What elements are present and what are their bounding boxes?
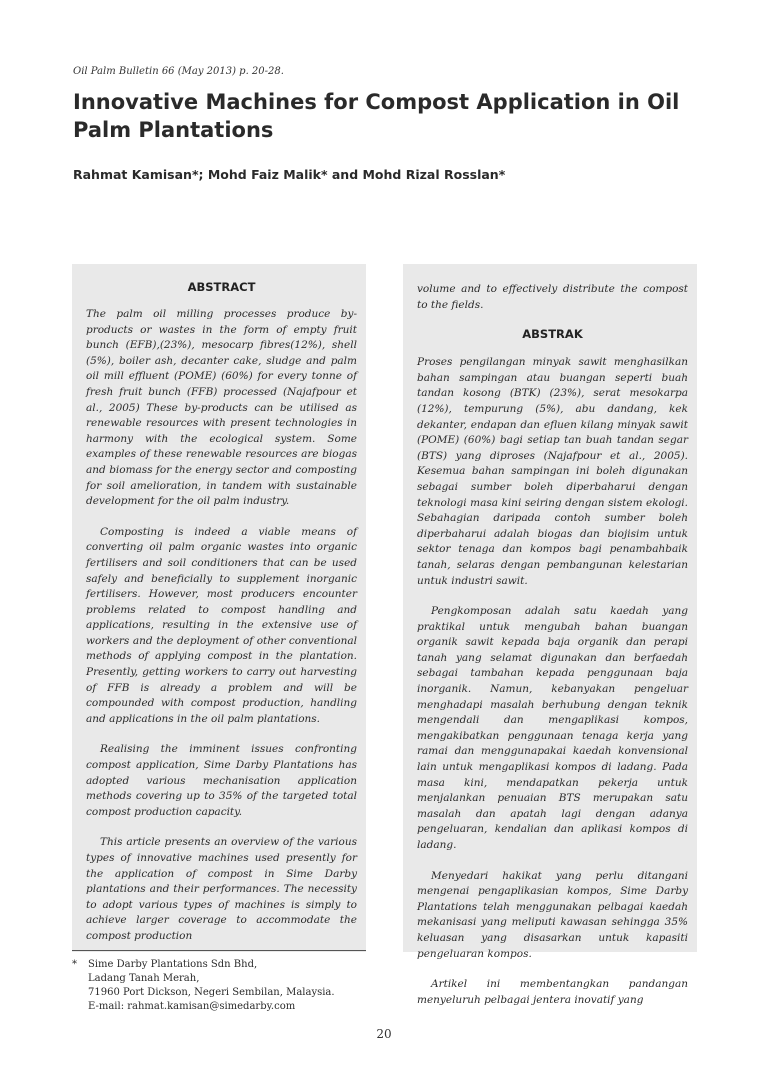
affiliation-footnote (72, 958, 372, 1014)
footnote-divider (72, 950, 366, 951)
abstract-paragraph: Realising the imminent issues confronting compost application, Sime Darby Plantations has adopted various mechanisation application methods covering up to 35% of the targeted total compost production capacity. (86, 743, 357, 818)
footnote-email: E-mail: rahmat.kamisan@simedarby.com (88, 1001, 296, 1012)
abstract-heading: ABSTRACT (187, 280, 256, 294)
abstract-continuation: volume and to effectively distribute the compost to the fields. (417, 283, 688, 311)
abstrak-paragraph: Artikel ini membentangkan pandangan menyeluruh pelbagai jentera inovatif yang (417, 978, 688, 1006)
footnote-line: 71960 Port Dickson, Negeri Sembilan, Malaysia. (88, 987, 335, 998)
abstrak-paragraph: Menyedari hakikat yang perlu ditangani mengenai pengaplikasian kompos, Sime Darby Plantations telah menggunakan pelbagai kaedah mekanisasi yang meliputi kawasan sehingga 35% keluasan yang disasarkan untuk kapasiti pengeluaran kompos. (417, 869, 688, 960)
abstract-paragraph: This article presents an overview of the various types of innovative machines used presently for the application of compost in Sime Darby plantations and their performances. The necessity to adopt various types of machines is simply to achieve larger coverage to accommodate the compost production (86, 836, 357, 942)
abstract-column-right (403, 264, 697, 1006)
abstrak-paragraph: Pengkomposan adalah satu kaedah yang praktikal untuk mengubah bahan buangan organik sawit kepada baja organik dan perapi tanah yang selamat digunakan dan berfaedah sebagai tambahan kepada penggunaan baja inorganik. Namun, kebanyakan pengeluar menghadapi masalah berhubung dengan teknik mengendali dan mengaplikasi kompos, mengakibatkan penggunaan tenaga kerja yang ramai dan menggunapakai kaedah konvensional lain untuk mengaplikasi kompos di ladang. Pada masa kini, mendapatkan pekerja untuk menjalankan penuaian BTS merupakan satu masalah dan apatah lagi dengan adanya pengeluaran, kendalian dan aplikasi kompos di ladang. (417, 605, 688, 851)
journal-citation: Oil Palm Bulletin 66 (May 2013) p. 20-28. (73, 66, 284, 77)
paper-title: Innovative Machines for Compost Application in Oil Palm Plantations (73, 90, 680, 142)
footnote-line: Sime Darby Plantations Sdn Bhd, (88, 959, 258, 970)
page-number: 20 (376, 1027, 392, 1041)
abstract-paragraph: The palm oil milling processes produce by-products or wastes in the form of empty fruit bunch (EFB),(23%), mesocarp fibres(12%), shell (5%), boiler ash, decanter cake, sludge and palm oil mill effluent (POME) (60%) for every tonne of fresh fruit bunch (FFB) processed (Najafpour et al., 2005) These by-products can be utilised as renewable resources with present technologies in harmony with the ecological system. Some examples of these renewable resources are biogas and biomass for the energy sector and composting for soil amelioration, in tandem with sustainable development for the oil palm industry. (86, 308, 357, 508)
abstrak-paragraph: Proses pengilangan minyak sawit menghasilkan bahan sampingan atau buangan seperti buah tandan kosong (BTK) (23%), serat mesokarpa (12%), tempurung (5%), abu dandang, kek dekanter, endapan dan efluen kilang minyak sawit (POME) (60%) bagi setiap tan buah tandan segar (BTS) yang diproses (Najafpour et al., 2005). Kesemua bahan sampingan ini boleh digunakan sebagai sumber boleh diperbaharui dengan teknologi masa kini seiring dengan sistem ekologi. Sebahagian daripada contoh sumber boleh diperbaharui adalah biogas dan biojisim untuk sektor tenaga dan kompos bagi penambahbaik tanah, selaras dengan pembangunan kelestarian untuk industri sawit. (417, 356, 688, 587)
abstract-column-left (72, 264, 366, 952)
abstract-paragraph: Composting is indeed a viable means of converting oil palm organic wastes into organic fertilisers and soil conditioners that can be used safely and beneficially to supplement inorganic fertilisers. However, most producers encounter problems related to compost handling and applications, resulting in the extensive use of workers and the deployment of other conventional methods of applying compost in the plantation. Presently, getting workers to carry out harvesting of FFB is already a problem and will be compounded with compost production, handling and applications in the oil palm plantations. (86, 525, 357, 725)
author-list: Rahmat Kamisan*; Mohd Faiz Malik* and Mohd Rizal Rosslan* (73, 167, 506, 182)
footnote-line: Ladang Tanah Merah, (88, 973, 200, 984)
abstrak-heading: ABSTRAK (522, 327, 583, 342)
footnote-marker: * (72, 959, 77, 970)
